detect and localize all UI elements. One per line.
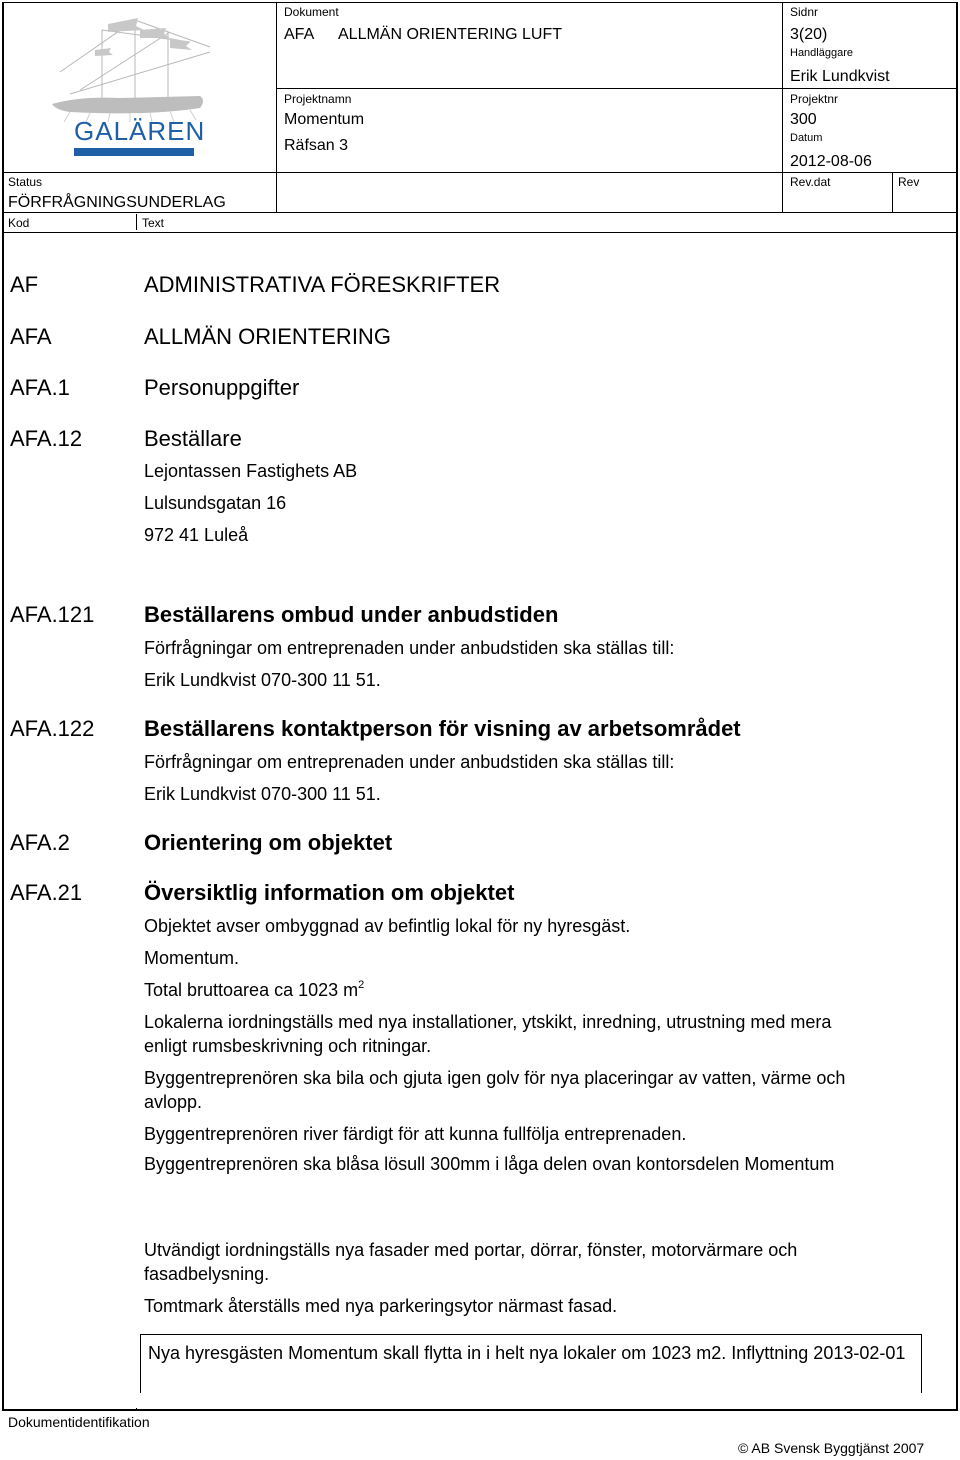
section-code-afa1: AFA.1 — [10, 375, 70, 400]
status-value: FÖRFRÅGNINGSUNDERLAG — [8, 194, 226, 211]
paragraph: Byggentreprenören ska blåsa lösull 300mm i låga delen ovan kontorsdelen Momentum — [144, 1154, 835, 1174]
galaren-logo — [40, 12, 220, 162]
area-line — [144, 980, 364, 1001]
projektnr-label: Projektnr — [790, 92, 839, 106]
projektnamn-label: Projektnamn — [284, 92, 352, 106]
projektnamn-value-2: Räfsan 3 — [284, 137, 349, 154]
body-line: Förfrågningar om entreprenaden under anbudstiden ska ställas till: — [144, 638, 675, 658]
section-title-afa21: Översiktlig information om objektet — [144, 880, 515, 905]
doc-id-label: Dokumentidentifikation — [8, 1414, 150, 1430]
paragraph: Tomtmark återställs med nya parkeringsytor närmast fasad. — [144, 1296, 618, 1316]
section-title-afa: ALLMÄN ORIENTERING — [144, 324, 391, 349]
section-code-afa: AFA — [10, 324, 52, 349]
paragraph: Byggentreprenören ska bila och gjuta igen golv för nya placeringar av vatten, värme och avlopp. — [144, 1068, 846, 1112]
section-code-afa122: AFA.122 — [10, 716, 95, 741]
body-line: Förfrågningar om entreprenaden under anbudstiden ska ställas till: — [144, 752, 675, 772]
handlaggare-value: Erik Lundkvist — [790, 68, 890, 85]
body-line: Lejontassen Fastighets AB — [144, 461, 358, 481]
area-superscript: 2 — [358, 979, 365, 991]
handlaggare-label: Handläggare — [790, 47, 853, 59]
body-line: Erik Lundkvist 070-300 11 51. — [144, 670, 381, 690]
section-code-afa2: AFA.2 — [10, 830, 70, 855]
dokument-label: Dokument — [284, 5, 339, 19]
section-code-afa121: AFA.121 — [10, 602, 95, 627]
sidnr-label: Sidnr — [790, 5, 819, 19]
dokument-title: ALLMÄN ORIENTERING LUFT — [338, 26, 563, 43]
section-title-afa121: Beställarens ombud under anbudstiden — [144, 602, 559, 627]
dokument-code: AFA — [284, 26, 315, 43]
section-code-afa12: AFA.12 — [10, 426, 83, 451]
revdat-label: Rev.dat — [790, 175, 831, 189]
copyright-text: © AB Svensk Byggtjänst 2007 — [738, 1440, 925, 1456]
sidnr-value: 3(20) — [790, 26, 828, 43]
section-code-afa21: AFA.21 — [10, 880, 83, 905]
status-label: Status — [8, 175, 43, 189]
body-line: 972 41 Luleå — [144, 525, 249, 545]
kod-label: Kod — [8, 216, 30, 230]
logo-text: GALÄREN — [74, 116, 206, 146]
section-title-afa122: Beställarens kontaktperson för visning av arbetsområdet — [144, 716, 741, 741]
section-title-afa2: Orientering om objektet — [144, 830, 393, 855]
section-code-af: AF — [10, 272, 39, 297]
paragraph: Utvändigt iordningställs nya fasader med portar, dörrar, fönster, motorvärmare och fasadbelysning. — [144, 1240, 798, 1284]
text-label: Text — [142, 216, 165, 230]
body-line: Objektet avser ombyggnad av befintlig lokal för ny hyresgäst. — [144, 916, 631, 936]
projektnamn-value: Momentum — [284, 111, 365, 128]
area-text: Total bruttoarea ca 1023 m — [144, 980, 359, 1000]
note-text: Nya hyresgästen Momentum skall flytta in i helt nya lokaler om 1023 m2. Inflyttning 2013-02-01 — [148, 1343, 906, 1363]
datum-value: 2012-08-06 — [790, 153, 872, 170]
paragraph: Byggentreprenören river färdigt för att kunna fullfölja entreprenaden. — [144, 1124, 687, 1144]
datum-label: Datum — [790, 132, 823, 144]
paragraph: Lokalerna iordningställs med nya installationer, ytskikt, inredning, utrustning med mera enligt rumsbeskrivning och ritningar. — [144, 1012, 832, 1056]
body-line: Momentum. — [144, 948, 240, 968]
body-line: Lulsundsgatan 16 — [144, 493, 287, 513]
projektnr-value: 300 — [790, 111, 817, 128]
section-title-afa1: Personuppgifter — [144, 375, 300, 400]
rev-label: Rev — [898, 175, 920, 189]
body-line: Erik Lundkvist 070-300 11 51. — [144, 784, 381, 804]
section-title-afa12: Beställare — [144, 426, 242, 451]
section-title-af: ADMINISTRATIVA FÖRESKRIFTER — [144, 272, 501, 297]
